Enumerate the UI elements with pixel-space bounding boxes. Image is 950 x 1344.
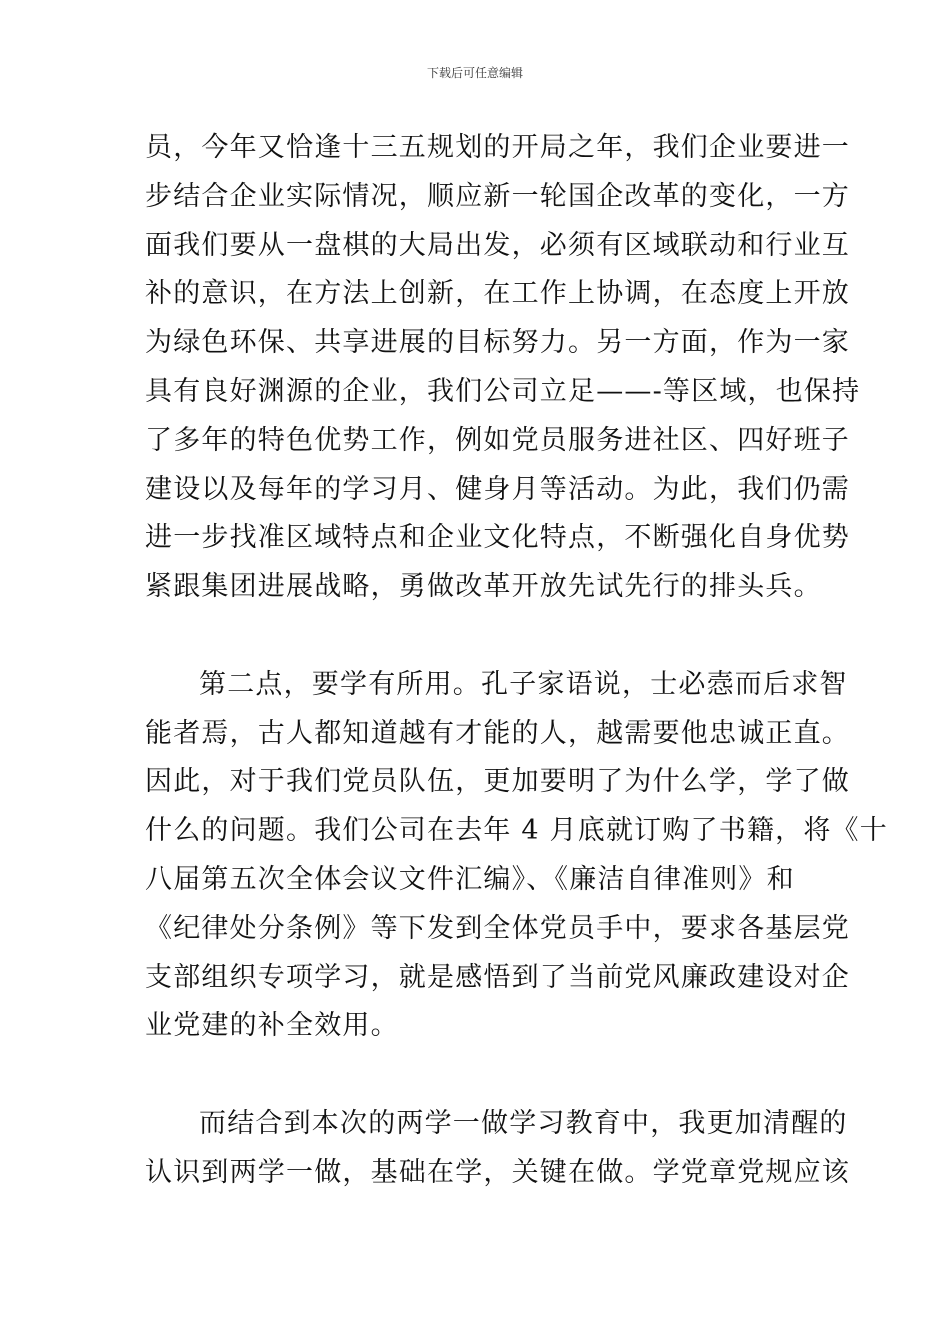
text-line: 补的意识，在方法上创新，在工作上协调，在态度上开放 xyxy=(145,278,850,310)
text-line: 能者焉，古人都知道越有才能的人，越需要他忠诚正直。 xyxy=(145,717,850,749)
text-line: 具有良好渊源的企业，我们公司立足——-等区域，也保持 xyxy=(145,375,861,407)
text-line: 建设以及每年的学习月、健身月等活动。为此，我们仍需 xyxy=(145,473,850,505)
text-line: 什么的问题。我们公司在去年 4 月底就订购了书籍，将《十 xyxy=(145,815,888,847)
text-line: 步结合企业实际情况，顺应新一轮国企改革的变化，一方 xyxy=(145,180,850,212)
paragraph-1 xyxy=(145,124,861,612)
paragraph-spacer xyxy=(145,612,811,661)
text-line: 了多年的特色优势工作，例如党员服务进社区、四好班子 xyxy=(145,424,850,456)
text-line: 面我们要从一盘棋的大局出发，必须有区域联动和行业互 xyxy=(145,229,850,261)
page-header: 下载后可任意编辑 xyxy=(426,66,523,80)
text-line: 认识到两学一做，基础在学，关键在做。学党章党规应该 xyxy=(145,1156,850,1188)
text-line: 支部组织专项学习，就是感悟到了当前党风廉政建设对企 xyxy=(145,961,850,993)
text-line: 为绿色环保、共享进展的目标努力。另一方面，作为一家 xyxy=(145,327,850,359)
text-line: 第二点，要学有所用。孔子家语说，士必悫而后求智 xyxy=(199,668,848,700)
text-line: 八届第五次全体会议文件汇编》、《廉洁自律准则》和 xyxy=(145,863,795,895)
text-line: 员，今年又恰逢十三五规划的开局之年，我们企业要进一 xyxy=(145,132,850,163)
text-line: 业党建的补全效用。 xyxy=(145,1010,399,1042)
text-line: 进一步找准区域特点和企业文化特点，不断强化自身优势 xyxy=(145,522,850,554)
paragraph-3 xyxy=(145,1100,850,1198)
text-line: 《纪律处分条例》等下发到全体党员手中，要求各基层党 xyxy=(145,912,850,944)
text-line: 因此，对于我们党员队伍，更加要明了为什么学，学了做 xyxy=(145,766,850,798)
paragraph-2 xyxy=(145,661,888,1051)
text-line: 紧跟集团进展战略，勇做改革开放先试先行的排头兵。 xyxy=(145,571,822,603)
text-line: 而结合到本次的两学一做学习教育中，我更加清醒的 xyxy=(199,1107,848,1139)
paragraph-spacer xyxy=(145,1051,811,1100)
document-body xyxy=(145,124,888,1198)
